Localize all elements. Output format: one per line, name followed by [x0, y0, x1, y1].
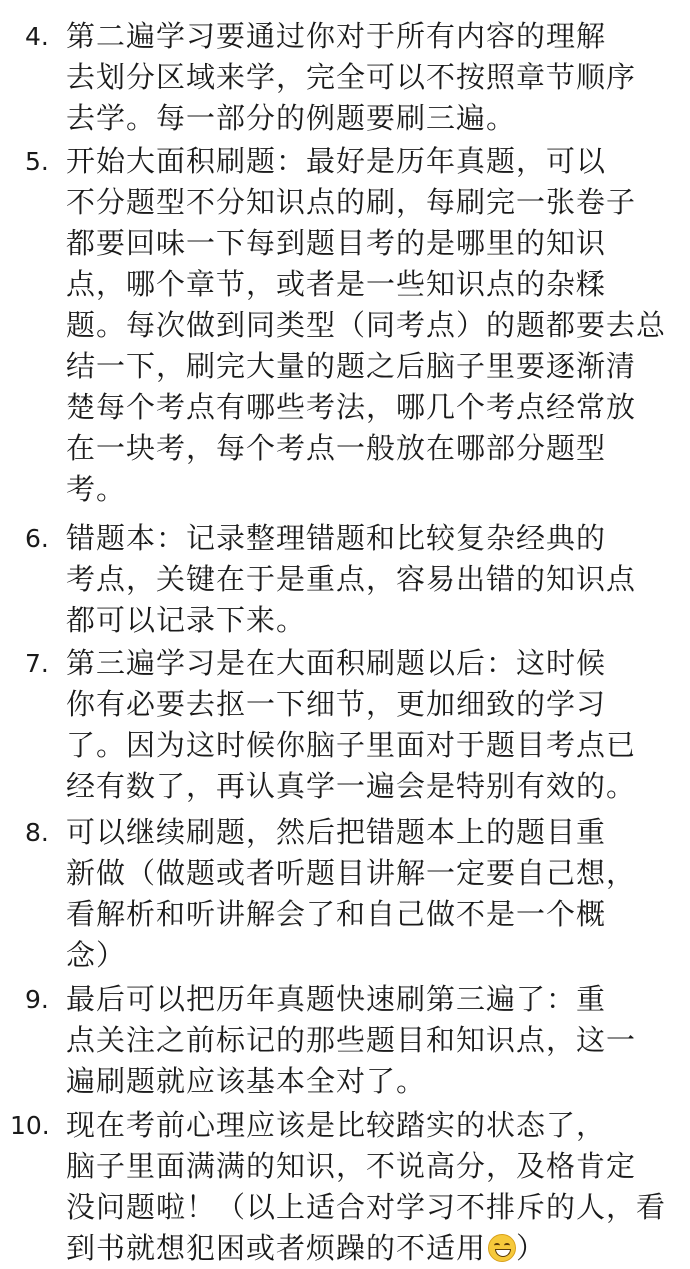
text-line: 没问题啦！（以上适合对学习不排斥的人，看: [66, 1190, 667, 1224]
item-text: [66, 141, 676, 510]
item-number: 5.: [25, 147, 49, 176]
item-number: 6.: [25, 524, 49, 553]
text-line: 经有数了，再认真学一遍会是特别有效的。: [66, 769, 637, 803]
text-line: 念）: [66, 938, 127, 972]
item-text: [66, 812, 676, 976]
text-line: 你有必要去抠一下细节，更加细致的学习: [66, 687, 607, 721]
closing-paren: ）: [516, 1231, 547, 1265]
text-line: 楚每个考点有哪些考法，哪几个考点经常放: [66, 390, 637, 424]
item-text: [66, 979, 676, 1102]
text-line: 都要回味一下每到题目考的是哪里的知识: [66, 226, 607, 260]
text-line: 题。每次做到同类型（同考点）的题都要去总: [66, 308, 667, 342]
text-line: 错题本：记录整理错题和比较复杂经典的: [66, 521, 607, 555]
text-line: 点，哪个章节，或者是一些知识点的杂糅: [66, 267, 607, 301]
last-line-text: 到书就想犯困或者烦躁的不适用: [66, 1231, 487, 1265]
text-line-last: [66, 1228, 676, 1269]
text-line: 脑子里面满满的知识，不说高分，及格肯定: [66, 1149, 637, 1183]
item-number: 4.: [25, 22, 49, 51]
grinning-face-emoji-icon: [488, 1234, 516, 1262]
text-line: 看解析和听讲解会了和自己做不是一个概: [66, 897, 607, 931]
text-line: 了。因为这时候你脑子里面对于题目考点已: [66, 728, 637, 762]
text-line: 在一块考，每个考点一般放在哪部分题型: [66, 431, 607, 465]
text-line: 不分题型不分知识点的刷，每刷完一张卷子: [66, 185, 637, 219]
text-line: 遍刷题就应该基本全对了。: [66, 1064, 427, 1098]
text-line: 可以继续刷题，然后把错题本上的题目重: [66, 815, 607, 849]
text-line: 去划分区域来学，完全可以不按照章节顺序: [66, 60, 637, 94]
item-text: [66, 643, 676, 807]
text-line: 都可以记录下来。: [66, 603, 307, 637]
item-text: [66, 16, 676, 139]
text-line: 开始大面积刷题：最好是历年真题，可以: [66, 144, 607, 178]
item-number: 9.: [25, 985, 49, 1014]
text-line: 现在考前心理应该是比较踏实的状态了，: [66, 1108, 607, 1142]
text-line: 最后可以把历年真题快速刷第三遍了：重: [66, 982, 607, 1016]
text-line: 第三遍学习是在大面积刷题以后：这时候: [66, 646, 607, 680]
item-number: 10.: [10, 1111, 50, 1140]
text-line: 去学。每一部分的例题要刷三遍。: [66, 101, 517, 135]
text-line: 考点，关键在于是重点，容易出错的知识点: [66, 562, 637, 596]
text-line: 新做（做题或者听题目讲解一定要自己想，: [66, 856, 637, 890]
item-text: [66, 518, 676, 641]
item-text: [66, 1105, 676, 1269]
text-line: 第二遍学习要通过你对于所有内容的理解: [66, 19, 607, 53]
text-line: 考。: [66, 472, 127, 506]
item-number: 8.: [25, 818, 49, 847]
text-line: 点关注之前标记的那些题目和知识点，这一: [66, 1023, 637, 1057]
item-number: 7.: [25, 649, 49, 678]
text-line: 结一下，刷完大量的题之后脑子里要逐渐清: [66, 349, 637, 383]
